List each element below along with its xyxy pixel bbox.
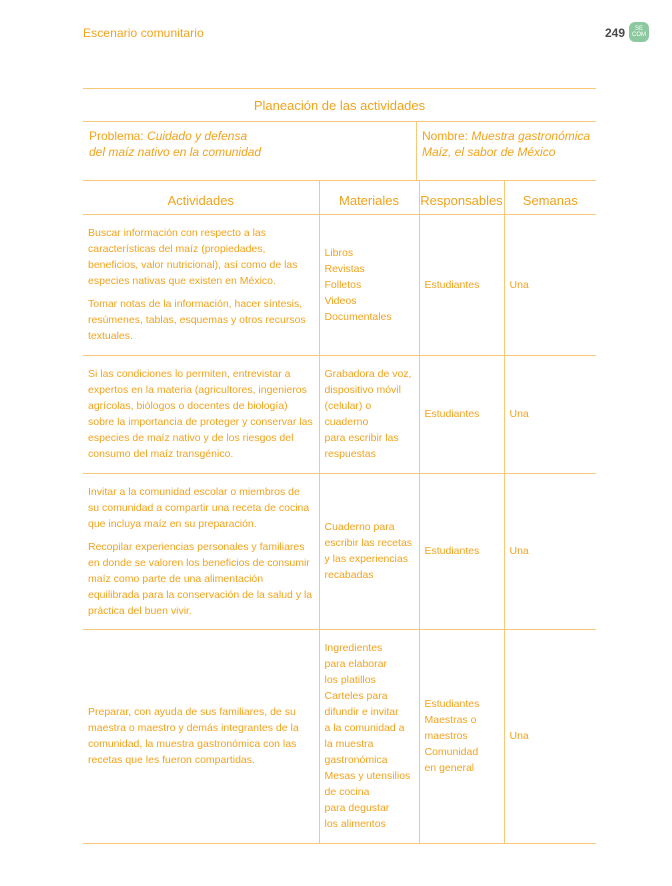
problem-line2: del maíz nativo en la comunidad [89,145,262,159]
responsable-item: Estudiantes [424,278,480,291]
activity-cell [83,629,319,843]
table-row [83,355,596,473]
materials-cell [319,355,419,473]
responsable-item: Estudiantes [424,545,480,557]
section-title: Escenario comunitario [83,26,204,40]
activity-cell [83,355,319,473]
header-activities: Actividades [83,181,319,214]
responsable-item: en general [424,762,475,774]
header-responsables: Responsables [419,181,504,214]
material-item: los platillos [324,674,376,686]
material-item: respuestas [324,448,376,460]
materials-cell [319,473,419,629]
material-item: (celular) o cuaderno [324,400,372,428]
activity-text: Recopilar experiencias personales y familiares en donde se valoren los beneficios de consumir maíz como parte de una alimentación equilibrada para la conservación de la salud y la práctica del buen vivir. [88,540,313,617]
weeks-cell: Una [504,473,596,629]
material-item: dispositivo móvil [324,384,401,396]
material-item: Videos [324,294,357,307]
page-number: 249 [605,26,626,40]
name-label: Nombre: [422,129,469,143]
material-item: Ingredientes [324,642,383,654]
material-item: recabadas [324,569,374,581]
table-row [83,629,596,843]
activity-text: Tomar notas de la información, hacer síntesis, resúmenes, tablas, esquemas y otros recursos textuales. [88,298,306,343]
table-row [83,215,596,355]
table-row [83,473,596,629]
problem-line1: Cuidado y defensa [147,129,248,143]
plan-header-row [83,122,596,181]
material-item: de cocina [324,786,370,798]
problem-label: Problema: [89,129,144,143]
material-item: difundir e invitar [324,706,399,718]
material-item: escribir las recetas [324,537,413,549]
material-item: Libros [324,246,354,259]
header-weeks: Semanas [522,193,578,208]
header-materials: Materiales [319,181,419,214]
material-item: a la comunidad a [324,722,405,734]
name-line2: Maíz, el sabor de México [422,145,556,159]
responsable-item: Comunidad [424,746,479,758]
activity-text: Buscar información con respecto a las características del maíz (propiedades, beneficios, valor nutricional), así como de las especies nativas que existen en México. [88,227,298,288]
responsables-cell [419,355,504,473]
material-item: los alimentos [324,818,386,830]
responsable-item: Estudiantes [424,698,480,710]
material-item: Grabadora de voz, [324,368,412,380]
activity-text: Preparar, con ayuda de sus familiares, de su maestra o maestro y demás integrantes de la comunidad, la muestra gastronómica con las recetas que les fueron compartidas. [88,706,299,766]
material-item: gastronómica [324,754,388,766]
responsables-cell [419,215,504,355]
responsable-item: Maestras o [424,714,477,726]
material-item: y las experiencias [324,553,408,565]
material-item: para escribir las [324,432,399,444]
responsable-item: maestros [424,730,468,742]
material-item: Mesas y utensilios [324,770,411,782]
responsable-item: Estudiantes [424,408,480,420]
activity-cell [83,215,319,355]
responsables-cell [419,629,504,843]
materials-cell [319,629,419,843]
material-item: Documentales [324,310,392,323]
spacer [83,181,596,215]
material-item: Folletos [324,278,362,291]
activity-text: Invitar a la comunidad escolar o miembros de su comunidad a compartir una receta de cocina que incluya maíz en su preparación. [88,485,310,530]
page-badge-icon: SE COM [629,22,649,42]
name-line1: Muestra gastronómica [471,129,591,143]
materials-cell [319,215,419,355]
name-cell [417,122,596,180]
material-item: para degustar [324,802,390,814]
activity-cell [83,473,319,629]
weeks-cell: Una [504,629,596,843]
activity-text: Si las condiciones lo permiten, entrevistar a expertos en la materia (agricultores, ingenieros agrícolas, biólogos o docentes de biología) sobre la importancia de proteger y conservar las especies de maíz nativo y de los riesgos del consumo del maíz transgénico. [88,368,313,460]
problem-cell [83,122,417,180]
material-item: para elaborar [324,658,387,670]
material-item: Revistas [324,262,365,275]
activities-table [83,215,596,844]
plan-title: Planeación de las actividades [83,89,596,122]
weeks-cell: Una [504,355,596,473]
material-item: Cuaderno para [324,521,395,533]
material-item: Carteles para [324,690,388,702]
weeks-cell: Una [504,215,596,355]
planning-table [83,88,596,844]
responsables-cell [419,473,504,629]
material-item: la muestra [324,738,374,750]
